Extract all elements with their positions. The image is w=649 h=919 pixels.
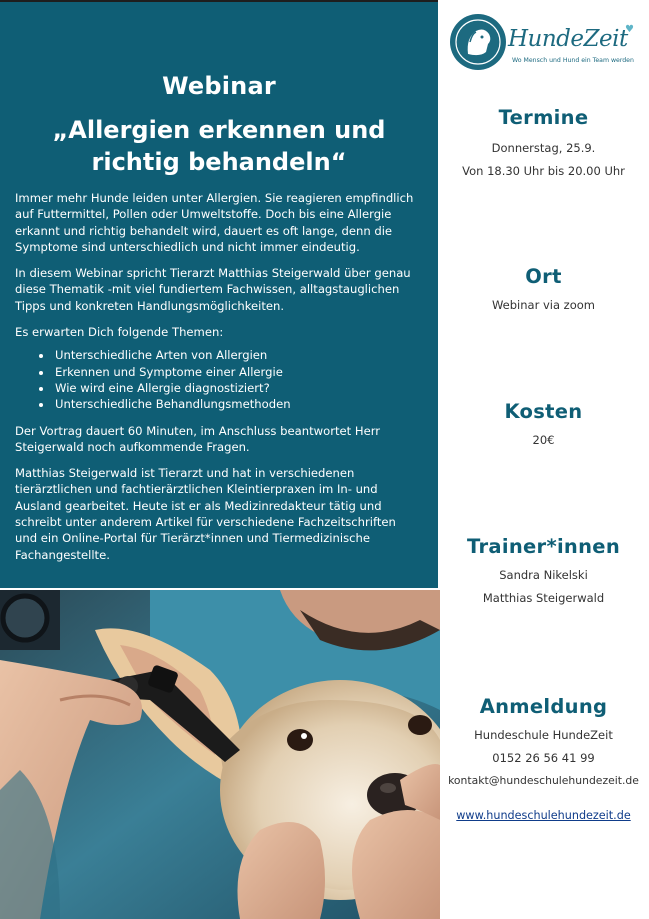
description-body [15,190,420,573]
termine-section [438,106,649,178]
details-column [438,0,649,919]
trainer-name: Sandra Nikelski [499,568,588,582]
topic-list [15,347,420,412]
kosten-section [438,400,649,447]
ort-heading: Ort [525,265,562,288]
dog-logo-icon [450,14,506,70]
anmeldung-heading: Anmeldung [479,695,608,718]
title-line-1: „Allergien erkennen und [52,116,386,144]
kosten-heading: Kosten [504,400,583,423]
webinar-title [0,114,438,178]
topic-item: • Unterschiedliche Behandlungsmethoden [53,396,420,412]
organizer-name: Hundeschule HundeZeit [474,728,613,742]
description-panel [0,2,438,588]
phone-number[interactable]: 0152 26 56 41 99 [492,751,595,765]
photo-illustration [0,590,440,919]
bio-paragraph: Matthias Steigerwald ist Tierarzt und hat in verschiedenen tierärztlichen und fachtierärztlichen Kleintierpraxen im In- und Ausland gearbeitet. Heute ist er als Medizinredakteur tätig und schreibt unter anderem Artikel für verschiedene Fachzeitschriften und ein Online-Portal für Tierärzt*innen und Tiermedizinische Fachangestellte. [15,466,396,562]
logo-tagline: Wo Mensch und Hund ein Team werden [512,57,634,64]
topic-item: • Unterschiedliche Arten von Allergien [53,347,420,363]
topics-intro: Es erwarten Dich folgende Themen: [15,325,224,340]
duration-paragraph: Der Vortrag dauert 60 Minuten, im Anschluss beantwortet Herr Steigerwald noch aufkommende Fragen. [15,423,381,454]
website-link[interactable]: www.hundeschulehundezeit.de [456,809,631,822]
topic-item: • Wie wird eine Allergie diagnostiziert? [53,380,420,396]
ort-section [438,265,649,312]
price-value: 20€ [532,433,555,447]
topic-item: • Erkennen und Symptome einer Allergie [53,364,420,380]
vet-examining-dog-photo [0,590,440,919]
email-address[interactable]: kontakt@hundeschulehundezeit.de [448,774,639,787]
logo-wordmark: HundeZeit [508,26,628,52]
intro-paragraph: Immer mehr Hunde leiden unter Allergien. Sie reagieren empfindlich auf Futtermittel, Pollen oder Umweltstoffe. Doch bis eine Allergie erkannt und richtig behandelt wird, dauert es oft lange, denn die Symptome sind unterschiedlich und nicht immer eindeutig. [15,191,414,254]
hundezeit-logo [450,14,648,74]
title-line-2: richtig behandeln“ [91,148,347,176]
event-date: Donnerstag, 25.9. [491,141,596,155]
termine-heading: Termine [498,106,589,129]
location-value: Webinar via zoom [491,298,595,312]
anmeldung-section [438,695,649,822]
event-type-label: Webinar [162,72,276,100]
speaker-paragraph: In diesem Webinar spricht Tierarzt Matthias Steigerwald über genau diese Thematik -mit viel fundiertem Fachwissen, alltagstauglichen Tipps und konkreten Handlungsmöglichkeiten. [15,266,411,313]
trainer-name: Matthias Steigerwald [482,591,605,605]
trainer-heading: Trainer*innen [467,535,620,558]
trainer-section [438,535,649,605]
heart-icon: ♥ [625,24,634,35]
event-time: Von 18.30 Uhr bis 20.00 Uhr [462,164,625,178]
